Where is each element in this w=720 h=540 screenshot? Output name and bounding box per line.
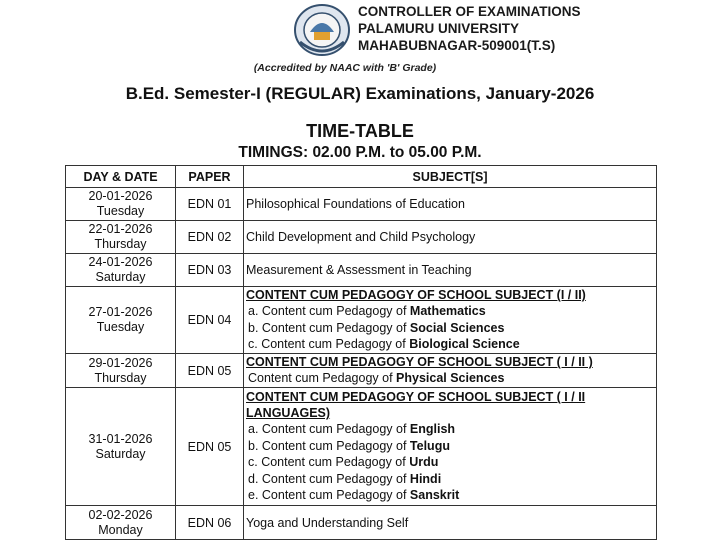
- exam-day: Thursday: [94, 370, 147, 385]
- subject-group-heading: CONTENT CUM PEDAGOGY OF SCHOOL SUBJECT (I / II): [246, 288, 586, 303]
- table-row: [66, 506, 657, 540]
- exam-day: Tuesday: [96, 204, 145, 218]
- subject-cell: [244, 287, 657, 354]
- day-date-cell: [66, 388, 176, 506]
- table-header-row: [66, 166, 657, 188]
- option-subject: Mathematics: [409, 304, 486, 319]
- header-paper: PAPER: [176, 166, 244, 188]
- paper-code: EDN 01: [176, 188, 244, 221]
- exam-day: Saturday: [95, 270, 146, 284]
- subject-option: [246, 487, 654, 504]
- table-row: [66, 254, 657, 287]
- day-date-cell: [66, 287, 176, 354]
- option-subject: Urdu: [409, 455, 439, 470]
- subject-option: [246, 336, 654, 353]
- option-subject: Biological Science: [409, 337, 520, 352]
- subject-name: Measurement & Assessment in Teaching: [244, 254, 657, 287]
- subject-option: [246, 471, 654, 488]
- timetable: [65, 165, 657, 540]
- table-row: [66, 188, 657, 221]
- exam-date: 02-02-2026: [88, 507, 153, 522]
- exam-date: 24-01-2026: [88, 255, 153, 269]
- subject-name: Philosophical Foundations of Education: [244, 188, 657, 221]
- exam-date: 29-01-2026: [88, 355, 153, 370]
- subject-cell: [244, 388, 657, 506]
- paper-code: EDN 05: [176, 388, 244, 506]
- paper-code: EDN 06: [176, 506, 244, 540]
- subject-option: [246, 421, 654, 438]
- option-prefix: a. Content cum Pedagogy of: [248, 422, 410, 437]
- exam-day: Monday: [98, 522, 143, 537]
- timetable-title: TIME-TABLE: [306, 121, 414, 141]
- subject-option: [246, 303, 654, 320]
- option-subject: Physical Sciences: [396, 371, 505, 386]
- exam-title: B.Ed. Semester-I (REGULAR) Examinations, January-2026: [125, 84, 595, 103]
- option-subject: Social Sciences: [409, 320, 505, 335]
- university-address: MAHABUBNAGAR-509001(T.S): [358, 38, 556, 53]
- day-date-cell: [66, 221, 176, 254]
- option-subject: English: [409, 422, 456, 437]
- table-row: [66, 354, 657, 388]
- controller-line: CONTROLLER OF EXAMINATIONS: [358, 4, 581, 19]
- accreditation-note: (Accredited by NAAC with 'B' Grade): [253, 62, 437, 74]
- subject-group-heading: CONTENT CUM PEDAGOGY OF SCHOOL SUBJECT ( I / II ): [246, 355, 593, 370]
- subject-option: [246, 370, 654, 387]
- university-name: PALAMURU UNIVERSITY: [358, 21, 520, 36]
- university-seal-icon: [292, 2, 352, 58]
- table-row: [66, 221, 657, 254]
- option-prefix: d. Content cum Pedagogy of: [248, 471, 410, 486]
- table-row: [66, 287, 657, 354]
- university-address-block: [358, 3, 658, 54]
- subject-option: [246, 320, 654, 337]
- subject-cell: [244, 354, 657, 388]
- exam-date: 27-01-2026: [88, 305, 153, 319]
- header-day-date: DAY & DATE: [66, 166, 176, 188]
- subject-group-heading: CONTENT CUM PEDAGOGY OF SCHOOL SUBJECT ( I / II LANGUAGES): [246, 390, 586, 421]
- option-prefix: c. Content cum Pedagogy of: [248, 337, 410, 352]
- exam-date: 20-01-2026: [88, 189, 153, 203]
- exam-day: Tuesday: [96, 320, 145, 334]
- day-date-cell: [66, 254, 176, 287]
- exam-date: 31-01-2026: [88, 431, 153, 446]
- option-prefix: b. Content cum Pedagogy of: [248, 438, 410, 453]
- exam-timings: TIMINGS: 02.00 P.M. to 05.00 P.M.: [238, 144, 482, 161]
- paper-code: EDN 02: [176, 221, 244, 254]
- exam-day: Saturday: [95, 446, 146, 461]
- document-header: [0, 0, 720, 80]
- option-prefix: b. Content cum Pedagogy of: [248, 320, 410, 335]
- paper-code: EDN 04: [176, 287, 244, 354]
- day-date-cell: [66, 354, 176, 388]
- day-date-cell: [66, 506, 176, 540]
- subject-option: [246, 454, 654, 471]
- subject-option: [246, 438, 654, 455]
- option-prefix: e. Content cum Pedagogy of: [248, 488, 410, 503]
- table-row: [66, 388, 657, 506]
- day-date-cell: [66, 188, 176, 221]
- option-prefix: Content cum Pedagogy of: [248, 371, 397, 386]
- option-subject: Telugu: [409, 438, 450, 453]
- subject-name: Child Development and Child Psychology: [244, 221, 657, 254]
- subject-name: Yoga and Understanding Self: [244, 506, 657, 540]
- paper-code: EDN 05: [176, 354, 244, 388]
- header-subject: SUBJECT[S]: [244, 166, 657, 188]
- option-subject: Hindi: [409, 471, 442, 486]
- exam-date: 22-01-2026: [88, 222, 153, 236]
- option-prefix: c. Content cum Pedagogy of: [248, 455, 410, 470]
- option-prefix: a. Content cum Pedagogy of: [248, 304, 410, 319]
- paper-code: EDN 03: [176, 254, 244, 287]
- option-subject: Sanskrit: [409, 488, 460, 503]
- exam-day: Thursday: [94, 237, 147, 251]
